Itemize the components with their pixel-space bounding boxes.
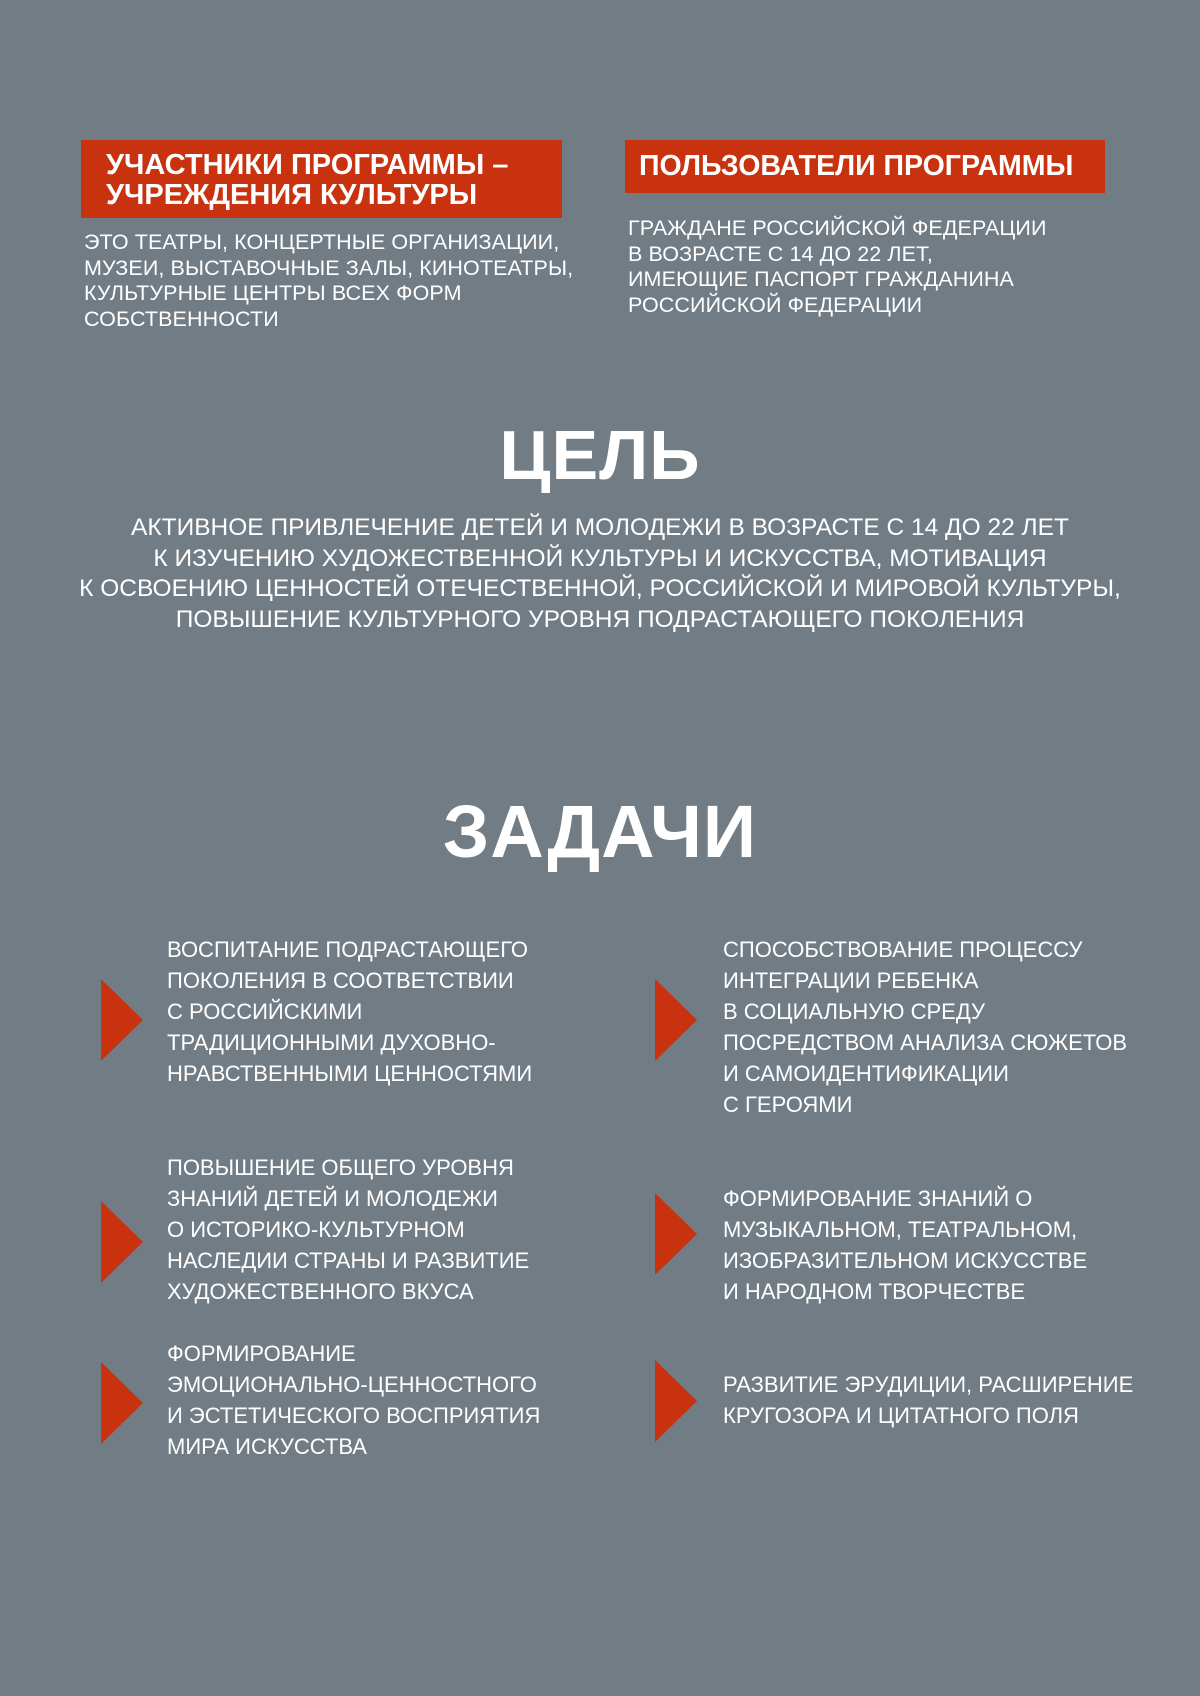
task-text bbox=[723, 1183, 1087, 1307]
task-line: И САМОИДЕНТИФИКАЦИИ bbox=[723, 1061, 1009, 1086]
task-text bbox=[723, 934, 1127, 1120]
users-description-line: ИМЕЮЩИЕ ПАСПОРТ ГРАЖДАНИНА bbox=[628, 267, 1014, 291]
task-text bbox=[167, 1152, 529, 1307]
task-line: КРУГОЗОРА И ЦИТАТНОГО ПОЛЯ bbox=[723, 1403, 1079, 1428]
task-line: ФОРМИРОВАНИЕ ЗНАНИЙ О bbox=[723, 1186, 1033, 1211]
goal-heading: ЦЕЛЬ bbox=[499, 416, 701, 494]
goal-line: ПОВЫШЕНИЕ КУЛЬТУРНОГО УРОВНЯ ПОДРАСТАЮЩЕГО ПОКОЛЕНИЯ bbox=[175, 605, 1025, 633]
participants-title-line: УЧРЕЖДЕНИЯ КУЛЬТУРЫ bbox=[106, 179, 478, 211]
task-line: ЗНАНИЙ ДЕТЕЙ И МОЛОДЕЖИ bbox=[167, 1186, 498, 1211]
task-line: НРАВСТВЕННЫМИ ЦЕННОСТЯМИ bbox=[167, 1061, 533, 1086]
task-line: С ГЕРОЯМИ bbox=[723, 1092, 853, 1117]
task-line: ИНТЕГРАЦИИ РЕБЕНКА bbox=[723, 968, 979, 993]
task-line: И ЭСТЕТИЧЕСКОГО ВОСПРИЯТИЯ bbox=[167, 1403, 541, 1428]
users-section bbox=[625, 140, 1105, 318]
users-description-line: РОССИЙСКОЙ ФЕДЕРАЦИИ bbox=[628, 292, 923, 317]
triangle-arrow-icon bbox=[655, 1360, 697, 1442]
task-line: ФОРМИРОВАНИЕ bbox=[167, 1341, 356, 1366]
goal-text bbox=[0, 513, 1200, 635]
task-line: НАСЛЕДИИ СТРАНЫ И РАЗВИТИЕ bbox=[167, 1248, 530, 1273]
task-line: МИРА ИСКУССТВА bbox=[167, 1434, 367, 1459]
task-line: С РОССИЙСКИМИ bbox=[167, 999, 363, 1024]
triangle-arrow-icon bbox=[101, 979, 143, 1061]
task-line: О ИСТОРИКО-КУЛЬТУРНОМ bbox=[167, 1217, 465, 1242]
task-line: РАЗВИТИЕ ЭРУДИЦИИ, РАСШИРЕНИЕ bbox=[723, 1372, 1134, 1397]
participants-description-line: ЭТО ТЕАТРЫ, КОНЦЕРТНЫЕ ОРГАНИЗАЦИИ, bbox=[84, 230, 560, 254]
participants-description-line: КУЛЬТУРНЫЕ ЦЕНТРЫ ВСЕХ ФОРМ bbox=[84, 281, 462, 305]
users-title-text: ПОЛЬЗОВАТЕЛИ ПРОГРАММЫ bbox=[639, 150, 1074, 182]
task-line: СПОСОБСТВОВАНИЕ ПРОЦЕССУ bbox=[723, 937, 1083, 962]
task-line: ПОВЫШЕНИЕ ОБЩЕГО УРОВНЯ bbox=[167, 1155, 514, 1180]
task-line: И НАРОДНОМ ТВОРЧЕСТВЕ bbox=[723, 1279, 1026, 1304]
task-text bbox=[723, 1369, 1133, 1431]
task-text bbox=[167, 934, 532, 1089]
participants-description bbox=[81, 230, 574, 332]
participants-title bbox=[81, 140, 562, 218]
users-description-line: В ВОЗРАСТЕ С 14 ДО 22 ЛЕТ, bbox=[628, 241, 933, 266]
participants-section bbox=[81, 140, 574, 332]
triangle-arrow-icon bbox=[655, 979, 697, 1061]
participants-description-line: МУЗЕИ, ВЫСТАВОЧНЫЕ ЗАЛЫ, КИНОТЕАТРЫ, bbox=[84, 255, 574, 280]
users-description bbox=[625, 216, 1105, 318]
task-line: ЭМОЦИОНАЛЬНО-ЦЕННОСТНОГО bbox=[167, 1372, 537, 1397]
task-line: ПОСРЕДСТВОМ АНАЛИЗА СЮЖЕТОВ bbox=[723, 1030, 1128, 1055]
tasks-heading: ЗАДАЧИ bbox=[442, 790, 758, 873]
triangle-arrow-icon bbox=[101, 1201, 143, 1283]
users-description-line: ГРАЖДАНЕ РОССИЙСКОЙ ФЕДЕРАЦИИ bbox=[628, 216, 1047, 240]
goal-line: К ИЗУЧЕНИЮ ХУДОЖЕСТВЕННОЙ КУЛЬТУРЫ И ИСКУССТВА, МОТИВАЦИЯ bbox=[153, 544, 1047, 572]
task-line: ПОКОЛЕНИЯ В СООТВЕТСТВИИ bbox=[167, 968, 514, 993]
task-line: ТРАДИЦИОННЫМИ ДУХОВНО- bbox=[167, 1030, 496, 1055]
task-line: В СОЦИАЛЬНУЮ СРЕДУ bbox=[723, 999, 985, 1024]
triangle-arrow-icon bbox=[101, 1362, 143, 1444]
task-line: ХУДОЖЕСТВЕННОГО ВКУСА bbox=[167, 1279, 474, 1304]
task-line: МУЗЫКАЛЬНОМ, ТЕАТРАЛЬНОМ, bbox=[723, 1217, 1078, 1242]
task-text bbox=[167, 1338, 540, 1462]
triangle-arrow-icon bbox=[655, 1193, 697, 1275]
participants-description-line: СОБСТВЕННОСТИ bbox=[84, 306, 279, 331]
task-line: ИЗОБРАЗИТЕЛЬНОМ ИСКУССТВЕ bbox=[723, 1248, 1088, 1273]
goal-line: К ОСВОЕНИЮ ЦЕННОСТЕЙ ОТЕЧЕСТВЕННОЙ, РОССИЙСКОЙ И МИРОВОЙ КУЛЬТУРЫ, bbox=[79, 575, 1121, 602]
task-line: ВОСПИТАНИЕ ПОДРАСТАЮЩЕГО bbox=[167, 937, 529, 962]
goal-line: АКТИВНОЕ ПРИВЛЕЧЕНИЕ ДЕТЕЙ И МОЛОДЕЖИ В ВОЗРАСТЕ С 14 ДО 22 ЛЕТ bbox=[131, 514, 1069, 541]
users-title bbox=[625, 140, 1105, 193]
participants-title-line: УЧАСТНИКИ ПРОГРАММЫ – bbox=[106, 149, 509, 181]
